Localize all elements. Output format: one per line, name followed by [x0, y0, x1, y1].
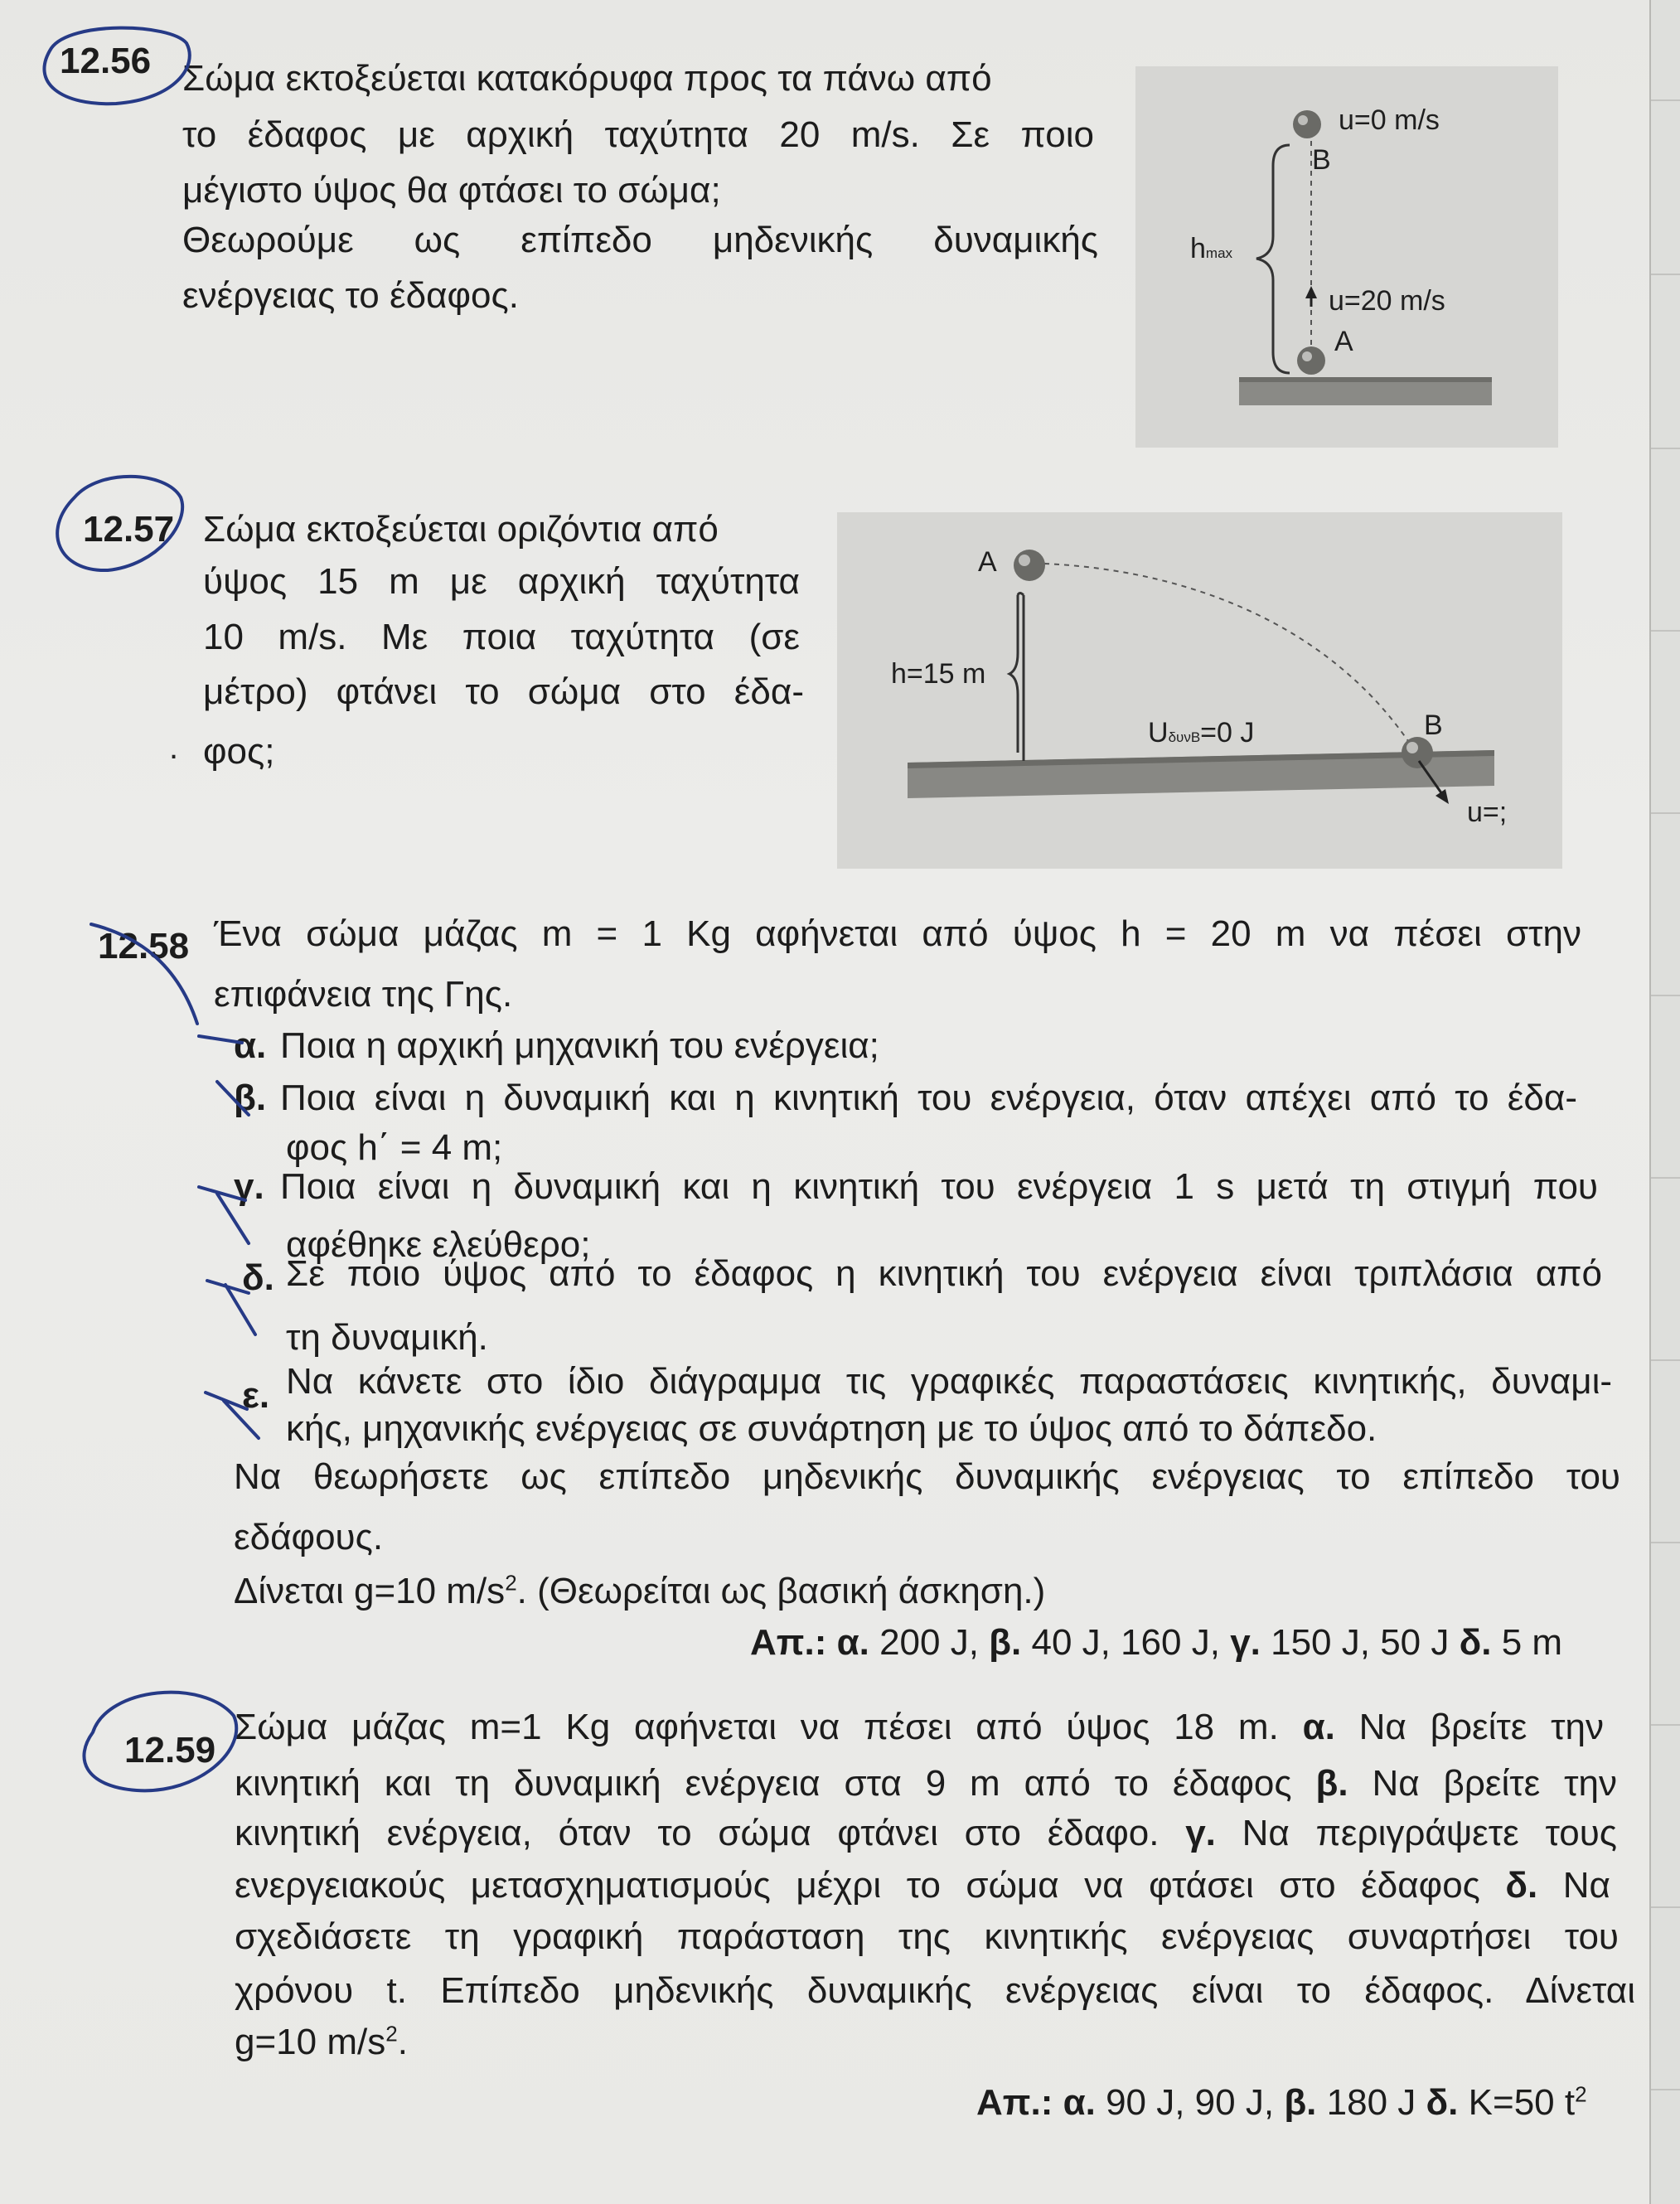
problem-12-58-outro-2: εδάφους. — [234, 1517, 384, 1557]
item-marker-c: γ. — [234, 1166, 264, 1207]
problem-12-56-line-2: το έδαφος με αρχική ταχύτητα 20 m/s. Σε ποιο — [182, 114, 1094, 155]
fig-12-57-label-a: A — [978, 546, 997, 578]
fig-12-56-h-max: hmax — [1190, 233, 1233, 264]
svg-text:.: . — [169, 729, 179, 766]
problem-number-12-59: 12.59 — [124, 1730, 216, 1770]
item-d-line-2: τη δυναμική. — [286, 1317, 488, 1358]
item-b-line-1: Ποια είναι η δυναμική και η κινητική του ενέργεια, όταν απέχει από το έδα- — [280, 1078, 1577, 1118]
problem-number-12-57: 12.57 — [83, 509, 175, 550]
problem-12-59-line-2: κινητική και τη δυναμική ενέργεια στα 9 m από το έδαφος β. Να βρείτε την — [235, 1763, 1617, 1804]
item-e-line-2: κής, μηχανικής ενέργειας σε συνάρτηση με το ύψος από το δάπεδο. — [286, 1408, 1377, 1449]
problem-12-56-line-5: ενέργειας το έδαφος. — [182, 275, 519, 316]
item-c-line-1: Ποια είναι η δυναμική και η κινητική του ενέργεια 1 s μετά τη στιγμή που — [280, 1166, 1598, 1207]
item-marker-a: α. — [234, 1025, 267, 1066]
figure-12-57-horizontal-throw — [837, 512, 1562, 869]
item-b-line-2: φος h΄ = 4 m; — [286, 1127, 503, 1168]
problem-12-56-line-1: Σώμα εκτοξεύεται κατακόρυφα προς τα πάνω από — [182, 58, 992, 99]
fig-12-57-label-b: B — [1424, 710, 1443, 741]
figure-12-56-vertical-throw — [1135, 66, 1558, 448]
problem-number-12-56: 12.56 — [60, 41, 152, 81]
item-a-line-1: Ποια η αρχική μηχανική του ενέργεια; — [280, 1025, 879, 1066]
item-marker-b: β. — [234, 1078, 267, 1118]
problem-12-56-line-3: μέγιστο ύψος θα φτάσει το σώμα; — [182, 170, 721, 211]
problem-number-12-58: 12.58 — [98, 926, 190, 966]
problem-12-58-answer: Απ.: α. 200 J, β. 40 J, 160 J, γ. 150 J, 50 J δ. 5 m — [750, 1622, 1563, 1663]
problem-12-59-line-7: g=10 $m/s^2$. — [235, 2021, 408, 2062]
page-edge — [1649, 0, 1680, 2204]
problem-12-56-line-4: Θεωρούμε ως επίπεδο μηδενικής δυναμικής — [182, 220, 1098, 260]
problem-12-58-given: Δίνεται g=10 $m/s^2$. (Θεωρείται ως βασική άσκηση.) — [234, 1570, 1046, 1611]
fig-12-56-bottom-speed: u=20 m/s — [1329, 285, 1445, 317]
problem-12-59-line-1: Σώμα μάζας m=1 Kg αφήνεται να πέσει από ύψος 18 m. α. Να βρείτε την — [235, 1707, 1604, 1747]
fig-12-56-label-b: B — [1312, 144, 1331, 176]
fig-12-57-potential: UδυνΒ=0 J — [1148, 717, 1255, 748]
problem-12-57-line-4: μέτρο) φτάνει το σώμα στο έδα- — [203, 671, 804, 712]
item-c-line-2: αφέθηκε ελεύθερο; — [286, 1224, 591, 1265]
problem-12-57-line-5: φος; — [203, 731, 275, 772]
problem-12-59-line-4: ενεργειακούς μετασχηματισμούς μέχρι το σώμα να φτάσει στο έδαφος δ. Να — [235, 1865, 1610, 1906]
problem-12-59-line-5: σχεδιάσετε τη γραφική παράσταση της κινητικής ενέργειας συναρτήσει του — [235, 1916, 1619, 1957]
problem-12-58-outro-1: Να θεωρήσετε ως επίπεδο μηδενικής δυναμικής ενέργειας το επίπεδο του — [234, 1456, 1620, 1497]
problem-12-59-answer: Απ.: α. 90 J, 90 J, β. 180 J δ. K=50 $t^2$ — [976, 2081, 1587, 2123]
item-marker-e: ε. — [242, 1375, 270, 1416]
item-e-line-1: Να κάνετε στο ίδιο διάγραμμα τις γραφικές παραστάσεις κινητικής, δυναμι- — [286, 1361, 1612, 1402]
fig-12-56-label-a: A — [1334, 326, 1353, 357]
problem-12-58-intro-1: Ένα σώμα μάζας m = 1 Kg αφήνεται από ύψος h = 20 m να πέσει στην — [214, 913, 1581, 954]
problem-12-57-line-2: ύψος 15 m με αρχική ταχύτητα — [203, 561, 800, 602]
problem-12-58-intro-2: επιφάνεια της Γης. — [214, 974, 513, 1015]
item-d-line-1: Σε ποιο ύψος από το έδαφος η κινητική του ενέργεια είναι τριπλάσια από — [286, 1253, 1602, 1294]
item-marker-d: δ. — [242, 1257, 274, 1298]
problem-12-57-line-1: Σώμα εκτοξεύεται οριζόντια από — [203, 509, 719, 550]
fig-12-57-height: h=15 m — [891, 658, 986, 690]
problem-12-57-line-3: 10 m/s. Με ποια ταχύτητα (σε — [203, 617, 800, 657]
fig-12-57-speed: u=; — [1467, 797, 1508, 828]
problem-12-59-line-3: κινητική ενέργεια, όταν το σώμα φτάνει στο έδαφο. γ. Να περιγράψετε τους — [235, 1813, 1618, 1853]
fig-12-56-top-speed: u=0 m/s — [1339, 104, 1440, 136]
problem-12-59-line-6: χρόνου t. Επίπεδο μηδενικής δυναμικής ενέργειας είναι το έδαφος. Δίνεται — [235, 1970, 1635, 2011]
